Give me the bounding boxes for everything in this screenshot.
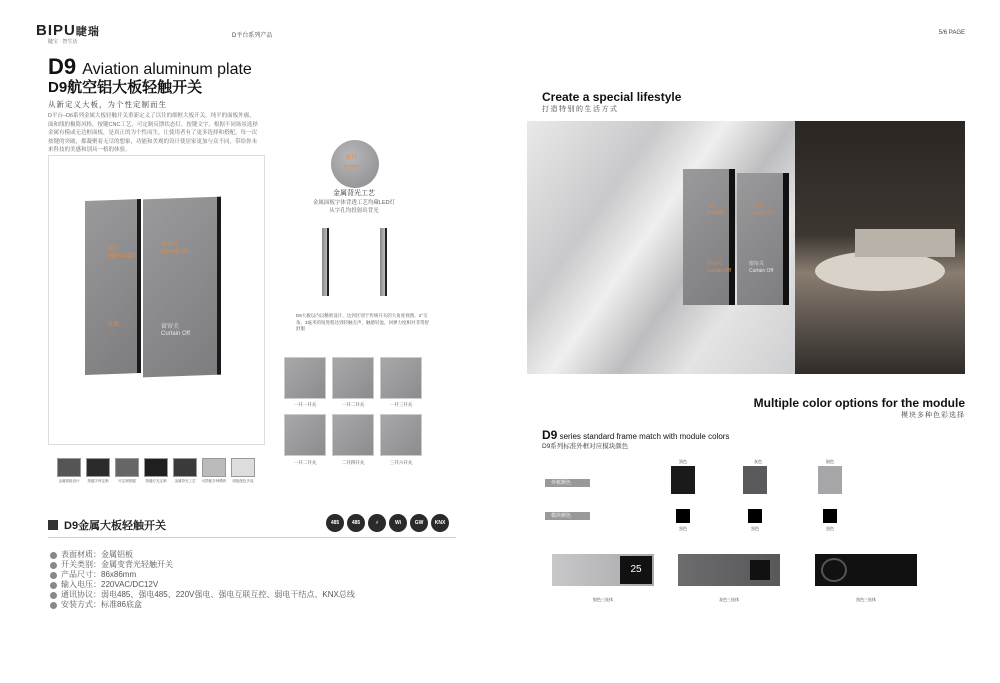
wall-switch-left [683,169,735,305]
backlight-sample: 窗灯 Bedlight [331,140,379,188]
color-name: 银色 [826,459,834,464]
brand-tagline: 睫宝 · 智生活 [48,39,78,45]
sofa [855,229,955,257]
switch-variant [380,414,422,456]
thumbnail-label: 金属背光工艺 [174,479,196,483]
cert-icon: 485 [347,514,365,532]
module-swatch [748,509,762,523]
frame-swatch-black [671,466,695,494]
spec-icon [50,592,57,599]
feature-title: 金属背光工艺 [333,190,375,197]
variant-label: 一开二开关 [293,460,317,465]
spec-item: 输入电压：220VAC/DC12V [50,580,355,590]
spec-item: 表面材质：金属铝板 [50,550,355,560]
profile-view [380,228,387,296]
options-title: Multiple color options for the module [753,396,965,410]
silver-triple-set [552,554,654,586]
series-header: D平台系列产品 [232,33,273,39]
feature-desc: 金属面板字体背透工艺均藏LED灯 从字孔均投射出背光 [312,200,396,214]
page-title-en: D9 Aviation aluminum plate [48,54,252,79]
switch-panel-left [85,199,141,375]
thumbnail-label: 面板配色多选 [232,479,254,483]
product-photo [48,155,265,445]
cert-icon: ⚡ [368,514,386,532]
thumbnail [231,458,255,477]
socket-module [750,560,770,580]
series-title: D9 series standard frame match with module colors [542,428,730,442]
thumbnail-label: 按键字库定制 [87,479,109,483]
switch-label: 窗帘关 Curtain Off [749,261,774,274]
switch-label: 窗帘关 Curtain Off [707,261,732,274]
right-page [500,0,1000,683]
switch-variant [332,414,374,456]
variant-label: 一开一开关 [293,402,317,407]
section-subtitle: 打造特别的生活方式 [542,106,619,113]
panel-label: 窗打 Night Light [107,246,136,259]
switch-variant [284,414,326,456]
spec-item: 通讯协议：弱电485、强电485、220V强电、强电互联互控、弱电干结点、KNX总线 [50,590,355,600]
cert-icon: Wi [389,514,407,532]
thumbnail [144,458,168,477]
spec-icon [50,572,57,579]
color-name: 黑色 [679,459,687,464]
set-label: 黑色三连体 [856,597,876,602]
set-label: 灰色三连体 [719,597,739,602]
profile-desc: D9大板以内以精密设计，达到区别于传统开关的大角度视图，2°交角，3毫米的短进程达到轻触无声，触感轻盈，回弹力度相对非常舒舒服 [296,313,430,331]
brand-logo: BIPU睫瑞 [36,22,100,39]
black-triple-set [815,554,917,586]
spec-icon [50,582,57,589]
cert-icon: GW [410,514,428,532]
cert-icon: KNX [431,514,449,532]
spec-item: 开关类别：金属变背光轻触开关 [50,560,355,570]
module-label: 黑色 [751,526,759,531]
panel-label: 窗帘关 Curtain Off [161,324,190,337]
grey-triple-set [678,554,780,586]
panel-label: 窗帘开 Curtain On [161,242,191,255]
coffee-table [815,251,945,291]
thumbnail [202,458,226,477]
living-room-photo [795,121,965,374]
slogan: 从新定义大板，为个性定制而生 [48,100,167,109]
spec-item: 产品尺寸：86x86mm [50,570,355,580]
page-title-cn: D9航空铝大板轻触开关 [48,79,203,96]
divider [48,537,456,538]
variant-label: 一开三开关 [389,402,413,407]
thermostat-display: 25 [620,556,652,584]
doc-icon [48,520,58,530]
feature-thumbnails [57,458,257,488]
spec-item: 安装方式：标准86底盒 [50,600,355,610]
frame-swatch-silver [818,466,842,494]
switch-variant [380,357,422,399]
spec-icon [50,562,57,569]
variant-label: 三开六开关 [389,460,413,465]
cert-icon: 485 [326,514,344,532]
series-subtitle: D9系列标准外框对应模块颜色 [542,443,629,450]
options-subtitle: 模块多种色彩选择 [901,412,965,419]
variant-label: 二开四开关 [341,460,365,465]
switch-panel-right [143,197,221,378]
thumbnail-label: 可搭配多种模块 [201,479,227,483]
spec-icon [50,602,57,609]
thumbnail-label: 可定制按键 [118,479,136,483]
page-number: 5/6 PAGE [938,30,965,36]
thumbnail [86,458,110,477]
module-label: 黑色 [679,526,687,531]
switch-label: 窗灯 Bedlight [707,203,726,216]
thumbnail-label: 按键灯光定制 [145,479,167,483]
variant-label: 一开二开关 [341,402,365,407]
profile-view [322,228,329,296]
spec-list [50,550,355,610]
color-name: 灰色 [754,459,762,464]
marble-wall-photo [527,121,795,374]
description: D平台–D6系列金属大板轻触开关重新定义了以往的细框大板开关，纯平的面板外廓，面和线的极简风格，按键CNC工艺，可定制反馈状态灯，按键文字，根据不同场景选择金属有模或无边框面板，是真正的为个性而生，让使用者有了更多选择和搭配，每一次按键的突破，都凝聚着无尽的想象，功能和美观的设计使居家更加与众不同，带给你未来科技的美感和别具一格的体验。 [48,113,258,153]
module-label: 黑色 [826,526,834,531]
thumbnail-label: 金属面板设计 [58,479,80,483]
row-tag-module: 模块颜色 [545,512,590,520]
thumbnail [173,458,197,477]
module-swatch [823,509,837,523]
frame-swatch-grey [743,466,767,494]
wall-switch-right [737,173,789,305]
section-title: Create a special lifestyle [542,90,682,104]
module-swatch [676,509,690,523]
switch-label: 窗帘开 Curtain On [749,203,774,216]
thumbnail [57,458,81,477]
product-section-title: D9金属大板轻触开关 [48,517,166,533]
dial-module [821,558,847,582]
switch-variant [284,357,326,399]
panel-label: 电器 [107,322,120,328]
spec-icon [50,552,57,559]
thumbnail [115,458,139,477]
row-tag-frame: 外框颜色 [545,479,590,487]
switch-variant [332,357,374,399]
set-label: 银色三连体 [593,597,613,602]
